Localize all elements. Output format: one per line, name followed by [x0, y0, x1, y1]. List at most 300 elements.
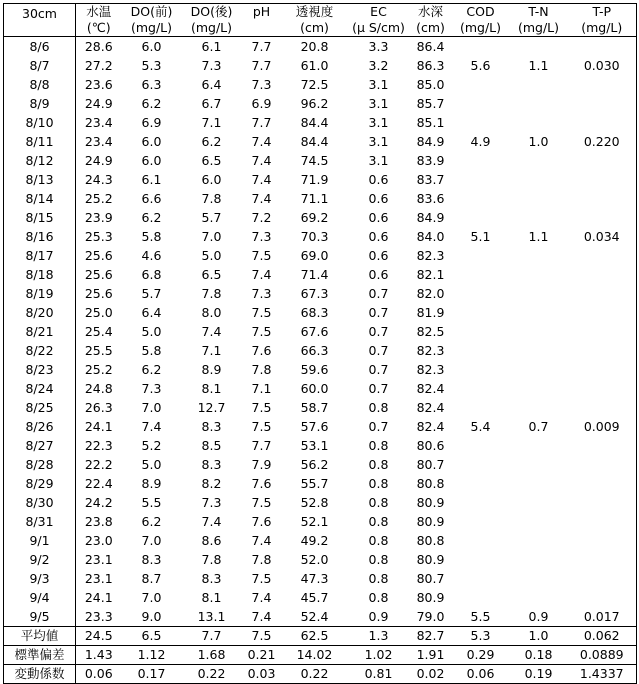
value-cell — [510, 246, 568, 265]
table-row — [4, 265, 637, 284]
table-row — [4, 170, 637, 189]
value-cell: 84.0 — [416, 229, 445, 244]
date-cell: 8/24 — [4, 379, 76, 398]
summary-value: 0.03 — [247, 666, 276, 681]
date-cell: 8/19 — [4, 284, 76, 303]
header-unit: (mg/L) — [190, 20, 233, 35]
value-cell — [510, 113, 568, 132]
value-cell: 24.9 — [84, 153, 113, 168]
table-row — [4, 550, 637, 569]
value-cell: 7.7 — [251, 438, 272, 453]
header-unit: (mg/L) — [581, 20, 623, 35]
table-row — [4, 75, 637, 94]
value-cell — [510, 151, 568, 170]
value-cell: 8.6 — [201, 533, 222, 548]
value-cell: 7.7 — [251, 115, 272, 130]
value-cell: 47.3 — [300, 571, 329, 586]
value-cell: 8.1 — [201, 381, 222, 396]
value-cell: 7.6 — [251, 514, 272, 529]
value-cell: 3.1 — [368, 153, 389, 168]
value-cell: 0.030 — [583, 58, 620, 73]
header-do-after — [182, 4, 242, 37]
value-cell: 5.4 — [470, 419, 491, 434]
summary-value: 0.22 — [197, 666, 226, 681]
table-row — [4, 360, 637, 379]
value-cell — [510, 474, 568, 493]
value-cell — [568, 455, 637, 474]
value-cell: 7.3 — [251, 77, 272, 92]
value-cell: 8.5 — [201, 438, 222, 453]
value-cell — [568, 303, 637, 322]
value-cell: 0.9 — [368, 609, 389, 624]
value-cell — [568, 246, 637, 265]
value-cell: 82.3 — [416, 248, 445, 263]
table-row — [4, 246, 637, 265]
date-cell: 8/20 — [4, 303, 76, 322]
date-cell: 8/6 — [4, 37, 76, 57]
summary-value: 0.18 — [524, 647, 553, 662]
value-cell: 7.4 — [141, 419, 162, 434]
value-cell: 5.1 — [470, 229, 491, 244]
date-cell: 8/11 — [4, 132, 76, 151]
value-cell: 7.8 — [201, 552, 222, 567]
value-cell: 6.3 — [141, 77, 162, 92]
value-cell: 83.6 — [416, 191, 445, 206]
value-cell — [510, 284, 568, 303]
table-row — [4, 208, 637, 227]
summary-value: 0.21 — [247, 647, 276, 662]
value-cell: 1.0 — [528, 134, 549, 149]
value-cell — [510, 37, 568, 57]
value-cell: 7.0 — [141, 590, 162, 605]
value-cell: 7.4 — [201, 324, 222, 339]
value-cell: 56.2 — [300, 457, 329, 472]
value-cell: 0.7 — [368, 381, 389, 396]
value-cell: 25.6 — [84, 286, 113, 301]
value-cell — [568, 360, 637, 379]
date-cell: 8/31 — [4, 512, 76, 531]
value-cell — [568, 436, 637, 455]
value-cell — [568, 113, 637, 132]
value-cell: 80.9 — [416, 552, 445, 567]
value-cell: 81.9 — [416, 305, 445, 320]
value-cell — [452, 474, 510, 493]
table-header — [4, 4, 637, 37]
header-unit: (cm) — [300, 20, 329, 35]
value-cell — [452, 246, 510, 265]
value-cell: 8.1 — [201, 590, 222, 605]
summary-value: 1.43 — [84, 647, 113, 662]
header-unit: (mg/L) — [459, 20, 502, 35]
value-cell: 23.1 — [84, 571, 113, 586]
value-cell: 7.3 — [201, 495, 222, 510]
value-cell: 0.6 — [368, 172, 389, 187]
date-cell: 8/10 — [4, 113, 76, 132]
table-row — [4, 113, 637, 132]
water-quality-table — [3, 3, 637, 684]
value-cell: 84.9 — [416, 134, 445, 149]
value-cell — [452, 170, 510, 189]
value-cell: 7.8 — [251, 362, 272, 377]
value-cell: 25.4 — [84, 324, 113, 339]
header-cod — [452, 4, 510, 37]
value-cell: 25.2 — [84, 362, 113, 377]
summary-row — [4, 665, 637, 684]
value-cell: 57.6 — [300, 419, 329, 434]
summary-value: 0.19 — [524, 666, 553, 681]
value-cell: 4.9 — [470, 134, 491, 149]
value-cell: 23.6 — [84, 77, 113, 92]
value-cell: 6.1 — [141, 172, 162, 187]
value-cell: 84.4 — [300, 134, 329, 149]
value-cell: 23.0 — [84, 533, 113, 548]
header-unit: (mg/L) — [517, 20, 560, 35]
value-cell: 7.3 — [141, 381, 162, 396]
table-row — [4, 322, 637, 341]
date-cell: 8/25 — [4, 398, 76, 417]
value-cell: 25.0 — [84, 305, 113, 320]
value-cell: 7.5 — [251, 324, 272, 339]
value-cell — [568, 265, 637, 284]
value-cell: 7.3 — [251, 286, 272, 301]
summary-value: 1.02 — [364, 647, 393, 662]
header-unit: (cm) — [416, 20, 445, 35]
value-cell: 55.7 — [300, 476, 329, 491]
value-cell: 0.7 — [368, 419, 389, 434]
value-cell: 7.4 — [251, 172, 272, 187]
value-cell — [568, 75, 637, 94]
depth-label: 30cm — [4, 4, 76, 37]
date-cell: 9/1 — [4, 531, 76, 550]
value-cell — [452, 436, 510, 455]
value-cell: 58.7 — [300, 400, 329, 415]
value-cell: 22.3 — [84, 438, 113, 453]
value-cell: 24.9 — [84, 96, 113, 111]
water-quality-table-container — [3, 3, 636, 684]
value-cell — [452, 512, 510, 531]
value-cell — [452, 550, 510, 569]
table-row — [4, 37, 637, 57]
table-row — [4, 493, 637, 512]
value-cell: 7.8 — [201, 286, 222, 301]
table-row — [4, 94, 637, 113]
date-cell: 8/9 — [4, 94, 76, 113]
value-cell: 0.009 — [583, 419, 620, 434]
value-cell: 7.5 — [251, 248, 272, 263]
table-row — [4, 474, 637, 493]
value-cell: 68.3 — [300, 305, 329, 320]
value-cell — [452, 360, 510, 379]
value-cell — [452, 398, 510, 417]
value-cell — [510, 189, 568, 208]
value-cell: 7.4 — [201, 514, 222, 529]
value-cell: 7.9 — [251, 457, 272, 472]
value-cell: 7.5 — [251, 571, 272, 586]
value-cell: 6.4 — [201, 77, 222, 92]
value-cell — [510, 493, 568, 512]
value-cell — [452, 151, 510, 170]
value-cell — [510, 531, 568, 550]
header-transparency — [282, 4, 348, 37]
value-cell — [452, 265, 510, 284]
value-cell — [568, 512, 637, 531]
value-cell: 0.034 — [583, 229, 620, 244]
date-cell: 8/18 — [4, 265, 76, 284]
date-cell: 8/23 — [4, 360, 76, 379]
header-water-depth — [410, 4, 452, 37]
value-cell: 59.6 — [300, 362, 329, 377]
value-cell — [568, 322, 637, 341]
value-cell: 9.0 — [141, 609, 162, 624]
date-cell: 8/28 — [4, 455, 76, 474]
value-cell — [568, 474, 637, 493]
value-cell: 25.6 — [84, 248, 113, 263]
table-row — [4, 417, 637, 436]
summary-row — [4, 646, 637, 665]
value-cell: 7.1 — [201, 343, 222, 358]
value-cell: 6.6 — [141, 191, 162, 206]
value-cell: 6.4 — [141, 305, 162, 320]
value-cell: 71.1 — [300, 191, 329, 206]
value-cell: 0.7 — [368, 286, 389, 301]
value-cell — [510, 512, 568, 531]
table-row — [4, 189, 637, 208]
value-cell: 71.4 — [300, 267, 329, 282]
value-cell: 67.3 — [300, 286, 329, 301]
value-cell: 71.9 — [300, 172, 329, 187]
date-cell: 8/12 — [4, 151, 76, 170]
value-cell: 1.1 — [528, 58, 549, 73]
value-cell — [568, 531, 637, 550]
value-cell — [452, 379, 510, 398]
value-cell: 23.4 — [84, 115, 113, 130]
value-cell: 80.8 — [416, 476, 445, 491]
value-cell: 53.1 — [300, 438, 329, 453]
value-cell: 23.4 — [84, 134, 113, 149]
value-cell: 3.1 — [368, 134, 389, 149]
value-cell: 7.5 — [251, 305, 272, 320]
date-cell: 8/30 — [4, 493, 76, 512]
summary-value: 0.06 — [466, 666, 495, 681]
date-cell: 9/5 — [4, 607, 76, 627]
measurement-rows — [4, 37, 637, 627]
value-cell: 5.3 — [141, 58, 162, 73]
value-cell: 3.1 — [368, 77, 389, 92]
value-cell: 86.3 — [416, 58, 445, 73]
date-cell: 8/8 — [4, 75, 76, 94]
table-row — [4, 284, 637, 303]
value-cell — [452, 588, 510, 607]
value-cell: 26.3 — [84, 400, 113, 415]
summary-value: 62.5 — [300, 628, 329, 643]
summary-value: 1.91 — [416, 647, 445, 662]
value-cell: 80.9 — [416, 514, 445, 529]
value-cell: 6.5 — [201, 267, 222, 282]
value-cell: 20.8 — [300, 39, 329, 54]
value-cell: 5.0 — [141, 324, 162, 339]
value-cell: 84.9 — [416, 210, 445, 225]
value-cell: 7.4 — [251, 609, 272, 624]
summary-value: 82.7 — [416, 628, 445, 643]
value-cell: 5.6 — [470, 58, 491, 73]
value-cell: 7.0 — [141, 533, 162, 548]
value-cell — [510, 455, 568, 474]
value-cell: 3.1 — [368, 115, 389, 130]
value-cell: 0.7 — [368, 362, 389, 377]
value-cell: 52.8 — [300, 495, 329, 510]
value-cell: 0.8 — [368, 533, 389, 548]
value-cell: 0.7 — [368, 305, 389, 320]
header-label: DO(後) — [190, 4, 233, 19]
value-cell: 82.1 — [416, 267, 445, 282]
value-cell: 7.2 — [251, 210, 272, 225]
value-cell: 52.0 — [300, 552, 329, 567]
value-cell: 79.0 — [416, 609, 445, 624]
value-cell: 80.9 — [416, 590, 445, 605]
summary-value: 7.5 — [251, 628, 272, 643]
value-cell: 0.8 — [368, 571, 389, 586]
value-cell: 6.0 — [141, 153, 162, 168]
summary-value: 0.81 — [364, 666, 393, 681]
value-cell: 24.1 — [84, 419, 113, 434]
value-cell: 12.7 — [197, 400, 226, 415]
summary-value: 0.02 — [416, 666, 445, 681]
value-cell — [568, 208, 637, 227]
value-cell: 0.6 — [368, 191, 389, 206]
value-cell — [452, 113, 510, 132]
header-label: EC — [370, 4, 387, 19]
value-cell: 49.2 — [300, 533, 329, 548]
date-cell: 8/26 — [4, 417, 76, 436]
value-cell — [510, 588, 568, 607]
value-cell: 5.8 — [141, 229, 162, 244]
value-cell: 6.2 — [141, 96, 162, 111]
value-cell — [510, 75, 568, 94]
value-cell: 7.4 — [251, 267, 272, 282]
header-do-before — [122, 4, 182, 37]
date-cell: 8/13 — [4, 170, 76, 189]
value-cell — [510, 94, 568, 113]
value-cell: 8.2 — [201, 476, 222, 491]
value-cell: 7.6 — [251, 476, 272, 491]
value-cell: 96.2 — [300, 96, 329, 111]
value-cell: 7.4 — [251, 191, 272, 206]
value-cell — [568, 588, 637, 607]
date-cell: 8/21 — [4, 322, 76, 341]
summary-value: 0.06 — [84, 666, 113, 681]
value-cell: 7.1 — [251, 381, 272, 396]
value-cell: 6.2 — [141, 210, 162, 225]
value-cell: 7.7 — [251, 39, 272, 54]
value-cell: 7.5 — [251, 495, 272, 510]
value-cell — [452, 322, 510, 341]
table-row — [4, 512, 637, 531]
value-cell: 8.9 — [201, 362, 222, 377]
value-cell: 23.9 — [84, 210, 113, 225]
value-cell: 6.0 — [141, 134, 162, 149]
date-cell: 8/7 — [4, 56, 76, 75]
value-cell: 7.0 — [201, 229, 222, 244]
value-cell: 6.5 — [201, 153, 222, 168]
value-cell: 8.0 — [201, 305, 222, 320]
header-total-nitrogen — [510, 4, 568, 37]
value-cell — [452, 189, 510, 208]
value-cell: 0.9 — [528, 609, 549, 624]
value-cell: 8.3 — [201, 457, 222, 472]
value-cell: 3.1 — [368, 96, 389, 111]
value-cell: 23.1 — [84, 552, 113, 567]
header-ec — [348, 4, 410, 37]
value-cell: 82.3 — [416, 343, 445, 358]
date-cell: 9/3 — [4, 569, 76, 588]
value-cell: 22.2 — [84, 457, 113, 472]
value-cell: 0.8 — [368, 476, 389, 491]
table-row — [4, 151, 637, 170]
summary-value: 24.5 — [84, 628, 113, 643]
header-ph — [242, 4, 282, 37]
value-cell: 5.5 — [141, 495, 162, 510]
table-row — [4, 607, 637, 627]
header-label: 水温 — [86, 4, 112, 19]
value-cell: 66.3 — [300, 343, 329, 358]
value-cell: 7.4 — [251, 153, 272, 168]
value-cell: 5.8 — [141, 343, 162, 358]
header-label: pH — [252, 4, 271, 19]
value-cell: 23.8 — [84, 514, 113, 529]
value-cell: 13.1 — [197, 609, 226, 624]
value-cell: 6.9 — [251, 96, 272, 111]
value-cell: 23.3 — [84, 609, 113, 624]
value-cell — [452, 569, 510, 588]
value-cell: 7.4 — [251, 134, 272, 149]
value-cell: 0.8 — [368, 590, 389, 605]
value-cell: 25.5 — [84, 343, 113, 358]
header-unit: (℃) — [86, 20, 111, 35]
value-cell: 8.7 — [141, 571, 162, 586]
value-cell: 52.1 — [300, 514, 329, 529]
table-row — [4, 132, 637, 151]
value-cell: 0.8 — [368, 495, 389, 510]
value-cell: 7.8 — [201, 191, 222, 206]
value-cell — [452, 94, 510, 113]
value-cell: 7.4 — [251, 590, 272, 605]
value-cell: 24.1 — [84, 590, 113, 605]
value-cell: 22.4 — [84, 476, 113, 491]
date-cell: 8/17 — [4, 246, 76, 265]
header-total-phosphorus — [568, 4, 637, 37]
value-cell: 60.0 — [300, 381, 329, 396]
value-cell: 5.0 — [201, 248, 222, 263]
header-label: DO(前) — [130, 4, 173, 19]
value-cell: 0.220 — [583, 134, 620, 149]
value-cell: 6.8 — [141, 267, 162, 282]
value-cell: 85.1 — [416, 115, 445, 130]
table-row — [4, 569, 637, 588]
value-cell: 7.7 — [251, 58, 272, 73]
value-cell: 80.7 — [416, 457, 445, 472]
date-cell: 8/27 — [4, 436, 76, 455]
value-cell: 7.8 — [251, 552, 272, 567]
value-cell: 1.1 — [528, 229, 549, 244]
table-row — [4, 303, 637, 322]
value-cell: 74.5 — [300, 153, 329, 168]
header-label: 透視度 — [295, 4, 334, 19]
summary-value: 0.062 — [583, 628, 620, 643]
value-cell — [568, 493, 637, 512]
value-cell: 25.3 — [84, 229, 113, 244]
value-cell: 7.6 — [251, 343, 272, 358]
value-cell: 52.4 — [300, 609, 329, 624]
